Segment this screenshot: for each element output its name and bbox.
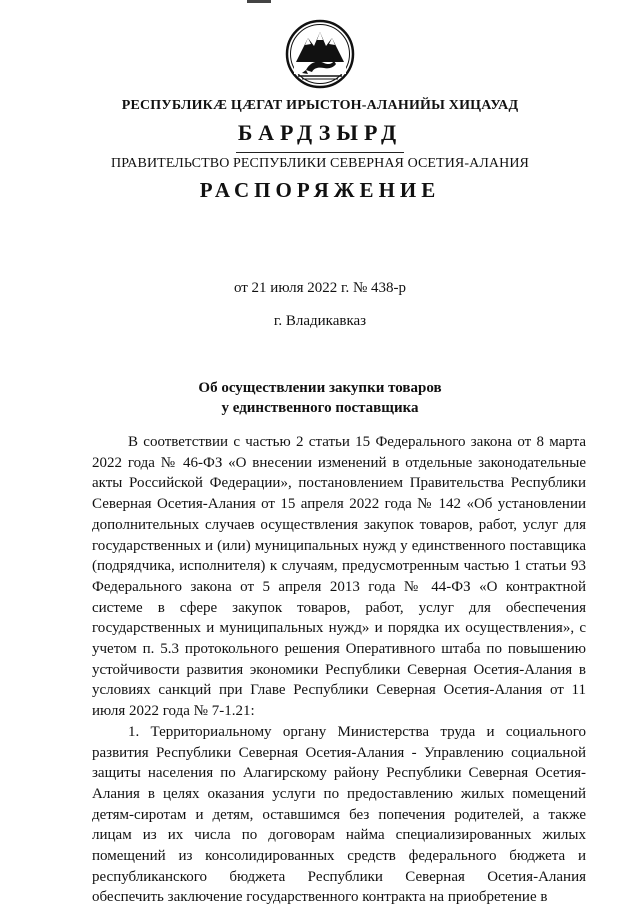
scan-mark: [247, 0, 271, 3]
header-russian-line: ПРАВИТЕЛЬСТВО РЕСПУБЛИКИ СЕВЕРНАЯ ОСЕТИЯ-АЛАНИЯ: [111, 156, 529, 171]
document-dateline: от 21 июля 2022 г. № 438-р: [233, 280, 407, 296]
header-ossetian-title: БАРДЗЫРД: [237, 120, 403, 145]
document-body: [92, 432, 586, 908]
coat-of-arms-icon: [284, 18, 356, 90]
subject-line-2: у единственного поставщика: [221, 400, 419, 416]
body-paragraph-preamble: В соответствии с частью 2 статьи 15 Федерального закона от 8 марта 2022 года № 46-ФЗ «О внесении изменений в отдельные законодательные акты Российской Федерации», постановлением Правительства Республики Северная Осетия-Алания от 15 апреля 2022 года № 142 «Об установлении дополнительных случаев осуществления закупок товаров, работ, услуг для государственных и (или) муниципальных нужд у единственного поставщика (подрядчика, исполнителя) к случаям, предусмотренным частью 1 статьи 93 Федерального закона от 5 апреля 2013 года № 44-ФЗ «О контрактной системе в сфере закупок товаров, работ, услуг для обеспечения государственных и муниципальных нужд» и порядка их осуществления», с учетом п. 5.3 протокольного решения Оперативного штаба по повышению устойчивости развития экономики Республики Северная Осетия-Алания в условиях санкций при Главе Республики Северная Осетия-Алания от 11 июля 2022 года № 7-1.21:: [92, 434, 586, 720]
header-divider: [236, 152, 404, 153]
header-russian-title: РАСПОРЯЖЕНИЕ: [199, 178, 441, 202]
body-paragraph-item-1: 1. Территориальному органу Министерства труда и социального развития Республики Северная Осетия-Алания - Управлению социальной защиты населения по Алагирскому району Республики Северная Осетия-Алания в целях оказания услуги по предоставлению жилых помещений детям-сиротам и детям, оставшимся без попечения родителей, а также лицам из их числа по договорам найма специализированных жилых помещений из консолидированных средств федерального бюджета и республиканского бюджета Республики Северная Осетия-Алания обеспечить заключение государственного контракта на приобретение в: [92, 723, 586, 906]
document-city: г. Владикавказ: [273, 313, 367, 329]
subject-line-1: Об осуществлении закупки товаров: [198, 380, 442, 396]
document-subject: [0, 378, 640, 418]
header-ossetian-line: РЕСПУБЛИКӔ ЦӔГАТ ИРЫСТОН-АЛАНИЙЫ ХИЦАУАД: [121, 98, 519, 113]
